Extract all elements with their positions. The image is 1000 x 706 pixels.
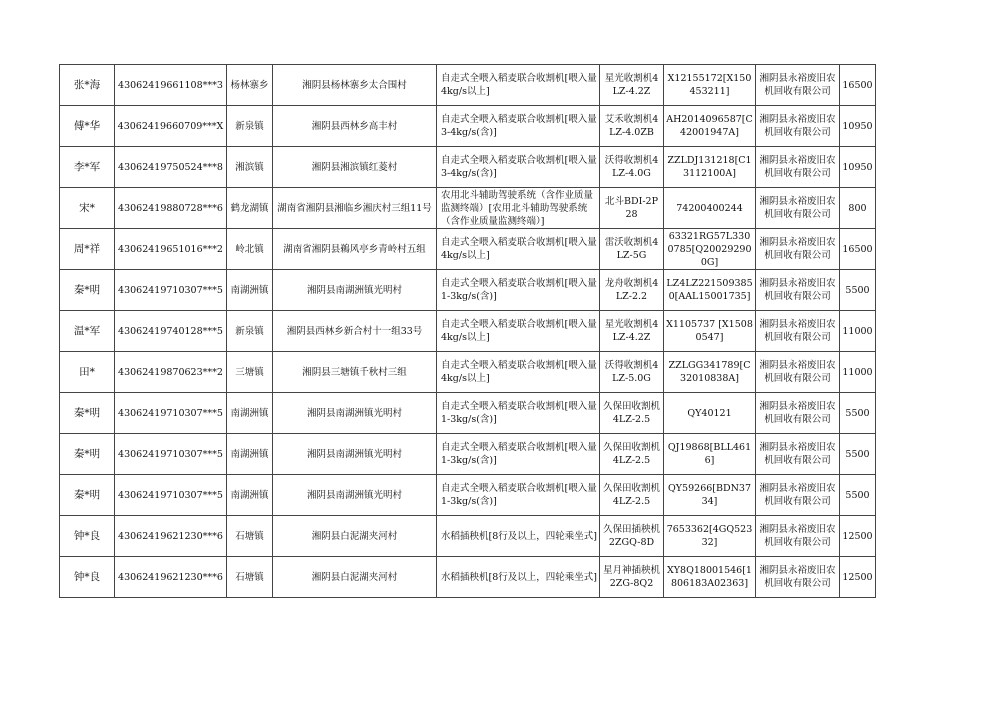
table-row <box>60 188 876 229</box>
table-row <box>60 147 876 188</box>
applicant-name-cell: 李*军 <box>60 147 115 188</box>
applicant-name-cell: 秦*明 <box>60 393 115 434</box>
recycler-cell: 湘阴县永裕废旧农机回收有限公司 <box>756 188 840 229</box>
model-cell: 星光收割机4LZ-4.2Z <box>600 311 664 352</box>
town-cell: 石塘镇 <box>227 516 273 557</box>
table-row <box>60 557 876 598</box>
machine-type-cell: 自走式全喂入稻麦联合收割机[喂入量1-3kg/s(含)] <box>437 270 600 311</box>
amount-cell: 10950 <box>840 106 876 147</box>
town-cell: 南湖洲镇 <box>227 270 273 311</box>
table-row <box>60 311 876 352</box>
recycler-cell: 湘阴县永裕废旧农机回收有限公司 <box>756 270 840 311</box>
serial-number-cell: X12155172[X150453211] <box>664 65 756 106</box>
id-number-cell: 43062419621230***6 <box>115 516 227 557</box>
address-cell: 湘阴县南湖洲镇光明村 <box>273 270 437 311</box>
table-row <box>60 352 876 393</box>
address-cell: 湘阴县湘滨镇红菱村 <box>273 147 437 188</box>
model-cell: 星月神插秧机2ZG-8Q2 <box>600 557 664 598</box>
applicant-name-cell: 宋* <box>60 188 115 229</box>
recycler-cell: 湘阴县永裕废旧农机回收有限公司 <box>756 516 840 557</box>
serial-number-cell: ZZLGG341789[C32010838A] <box>664 352 756 393</box>
recycler-cell: 湘阴县永裕废旧农机回收有限公司 <box>756 147 840 188</box>
town-cell: 石塘镇 <box>227 557 273 598</box>
address-cell: 湘阴县西林乡新合村十一组33号 <box>273 311 437 352</box>
town-cell: 新泉镇 <box>227 106 273 147</box>
applicant-name-cell: 温*军 <box>60 311 115 352</box>
table-row <box>60 516 876 557</box>
amount-cell: 11000 <box>840 311 876 352</box>
amount-cell: 11000 <box>840 352 876 393</box>
serial-number-cell: QY40121 <box>664 393 756 434</box>
amount-cell: 16500 <box>840 65 876 106</box>
address-cell: 湖南省湘阴县鵜风亭乡青岭村五组 <box>273 229 437 270</box>
town-cell: 南湖洲镇 <box>227 434 273 475</box>
recycler-cell: 湘阴县永裕废旧农机回收有限公司 <box>756 434 840 475</box>
town-cell: 新泉镇 <box>227 311 273 352</box>
machine-type-cell: 农用北斗辅助驾驶系统（含作业质量监测终端）[农用北斗辅助驾驶系统（含作业质量监测终端）] <box>437 188 600 229</box>
subsidy-table <box>59 64 876 598</box>
table-row <box>60 270 876 311</box>
amount-cell: 5500 <box>840 270 876 311</box>
serial-number-cell: ZZLDJ131218[C13112100A] <box>664 147 756 188</box>
amount-cell: 5500 <box>840 434 876 475</box>
machine-type-cell: 自走式全喂入稻麦联合收割机[喂入量4kg/s以上] <box>437 229 600 270</box>
recycler-cell: 湘阴县永裕废旧农机回收有限公司 <box>756 475 840 516</box>
applicant-name-cell: 秦*明 <box>60 475 115 516</box>
machine-type-cell: 自走式全喂入稻麦联合收割机[喂入量3-4kg/s(含)] <box>437 147 600 188</box>
serial-number-cell: QY59266[BDN3734] <box>664 475 756 516</box>
amount-cell: 5500 <box>840 393 876 434</box>
applicant-name-cell: 秦*明 <box>60 270 115 311</box>
serial-number-cell: LZ4LZ2215093850[AAL15001735] <box>664 270 756 311</box>
amount-cell: 5500 <box>840 475 876 516</box>
machine-type-cell: 水稻插秧机[8行及以上，四轮乘坐式] <box>437 557 600 598</box>
machine-type-cell: 自走式全喂入稻麦联合收割机[喂入量4kg/s以上] <box>437 65 600 106</box>
id-number-cell: 43062419710307***5 <box>115 434 227 475</box>
address-cell: 湘阴县南湖洲镇光明村 <box>273 434 437 475</box>
id-number-cell: 43062419710307***5 <box>115 475 227 516</box>
machine-type-cell: 自走式全喂入稻麦联合收割机[喂入量3-4kg/s(含)] <box>437 106 600 147</box>
amount-cell: 10950 <box>840 147 876 188</box>
serial-number-cell: QJ19868[BLL4616] <box>664 434 756 475</box>
model-cell: 雷沃收割机4LZ-5G <box>600 229 664 270</box>
recycler-cell: 湘阴县永裕废旧农机回收有限公司 <box>756 311 840 352</box>
town-cell: 三塘镇 <box>227 352 273 393</box>
model-cell: 沃得收割机4LZ-5.0G <box>600 352 664 393</box>
recycler-cell: 湘阴县永裕废旧农机回收有限公司 <box>756 557 840 598</box>
table-body <box>60 65 876 598</box>
town-cell: 南湖洲镇 <box>227 393 273 434</box>
serial-number-cell: XY8Q18001546[1806183A02363] <box>664 557 756 598</box>
address-cell: 湘阴县白泥湖夹河村 <box>273 557 437 598</box>
table-row <box>60 106 876 147</box>
table-row <box>60 475 876 516</box>
town-cell: 杨林寨乡 <box>227 65 273 106</box>
amount-cell: 12500 <box>840 557 876 598</box>
applicant-name-cell: 钟*良 <box>60 557 115 598</box>
table-row <box>60 434 876 475</box>
recycler-cell: 湘阴县永裕废旧农机回收有限公司 <box>756 229 840 270</box>
applicant-name-cell: 张*海 <box>60 65 115 106</box>
amount-cell: 12500 <box>840 516 876 557</box>
model-cell: 久保田收割机4LZ-2.5 <box>600 475 664 516</box>
machine-type-cell: 自走式全喂入稻麦联合收割机[喂入量1-3kg/s(含)] <box>437 475 600 516</box>
model-cell: 北斗BDI-2P28 <box>600 188 664 229</box>
serial-number-cell: AH2014096587[C42001947A] <box>664 106 756 147</box>
table-row <box>60 65 876 106</box>
applicant-name-cell: 周*祥 <box>60 229 115 270</box>
id-number-cell: 43062419880728***6 <box>115 188 227 229</box>
machine-type-cell: 自走式全喂入稻麦联合收割机[喂入量1-3kg/s(含)] <box>437 393 600 434</box>
model-cell: 星光收割机4LZ-4.2Z <box>600 65 664 106</box>
address-cell: 湖南省湘阴县湘临乡湘庆村三组11号 <box>273 188 437 229</box>
model-cell: 龙舟收割机4LZ-2.2 <box>600 270 664 311</box>
model-cell: 久保田插秧机2ZGQ-8D <box>600 516 664 557</box>
address-cell: 湘阴县三塘镇千秋村三组 <box>273 352 437 393</box>
recycler-cell: 湘阴县永裕废旧农机回收有限公司 <box>756 106 840 147</box>
id-number-cell: 43062419750524***8 <box>115 147 227 188</box>
applicant-name-cell: 秦*明 <box>60 434 115 475</box>
id-number-cell: 43062419661108***3 <box>115 65 227 106</box>
model-cell: 久保田收割机4LZ-2.5 <box>600 434 664 475</box>
id-number-cell: 43062419740128***5 <box>115 311 227 352</box>
amount-cell: 800 <box>840 188 876 229</box>
serial-number-cell: 74200400244 <box>664 188 756 229</box>
address-cell: 湘阴县南湖洲镇光明村 <box>273 393 437 434</box>
town-cell: 岭北镇 <box>227 229 273 270</box>
id-number-cell: 43062419651016***2 <box>115 229 227 270</box>
id-number-cell: 43062419621230***6 <box>115 557 227 598</box>
model-cell: 艾禾收割机4LZ-4.0ZB <box>600 106 664 147</box>
table-row <box>60 393 876 434</box>
serial-number-cell: X1105737 [X15080547] <box>664 311 756 352</box>
applicant-name-cell: 田* <box>60 352 115 393</box>
recycler-cell: 湘阴县永裕废旧农机回收有限公司 <box>756 352 840 393</box>
applicant-name-cell: 钟*良 <box>60 516 115 557</box>
address-cell: 湘阴县西林乡高丰村 <box>273 106 437 147</box>
model-cell: 沃得收割机4LZ-4.0G <box>600 147 664 188</box>
address-cell: 湘阴县白泥湖夹河村 <box>273 516 437 557</box>
amount-cell: 16500 <box>840 229 876 270</box>
id-number-cell: 43062419710307***5 <box>115 393 227 434</box>
address-cell: 湘阴县南湖洲镇光明村 <box>273 475 437 516</box>
id-number-cell: 43062419870623***2 <box>115 352 227 393</box>
id-number-cell: 43062419710307***5 <box>115 270 227 311</box>
serial-number-cell: 63321RG57L3300785[Q200292900G] <box>664 229 756 270</box>
recycler-cell: 湘阴县永裕废旧农机回收有限公司 <box>756 393 840 434</box>
recycler-cell: 湘阴县永裕废旧农机回收有限公司 <box>756 65 840 106</box>
town-cell: 湘滨镇 <box>227 147 273 188</box>
machine-type-cell: 自走式全喂入稻麦联合收割机[喂入量4kg/s以上] <box>437 352 600 393</box>
town-cell: 南湖洲镇 <box>227 475 273 516</box>
model-cell: 久保田收割机4LZ-2.5 <box>600 393 664 434</box>
town-cell: 鹤龙湖镇 <box>227 188 273 229</box>
applicant-name-cell: 傅*华 <box>60 106 115 147</box>
machine-type-cell: 自走式全喂入稻麦联合收割机[喂入量1-3kg/s(含)] <box>437 434 600 475</box>
table-row <box>60 229 876 270</box>
id-number-cell: 43062419660709***X <box>115 106 227 147</box>
machine-type-cell: 水稻插秧机[8行及以上，四轮乘坐式] <box>437 516 600 557</box>
address-cell: 湘阴县杨林寨乡太合围村 <box>273 65 437 106</box>
serial-number-cell: 7653362[4GQ52332] <box>664 516 756 557</box>
machine-type-cell: 自走式全喂入稻麦联合收割机[喂入量4kg/s以上] <box>437 311 600 352</box>
